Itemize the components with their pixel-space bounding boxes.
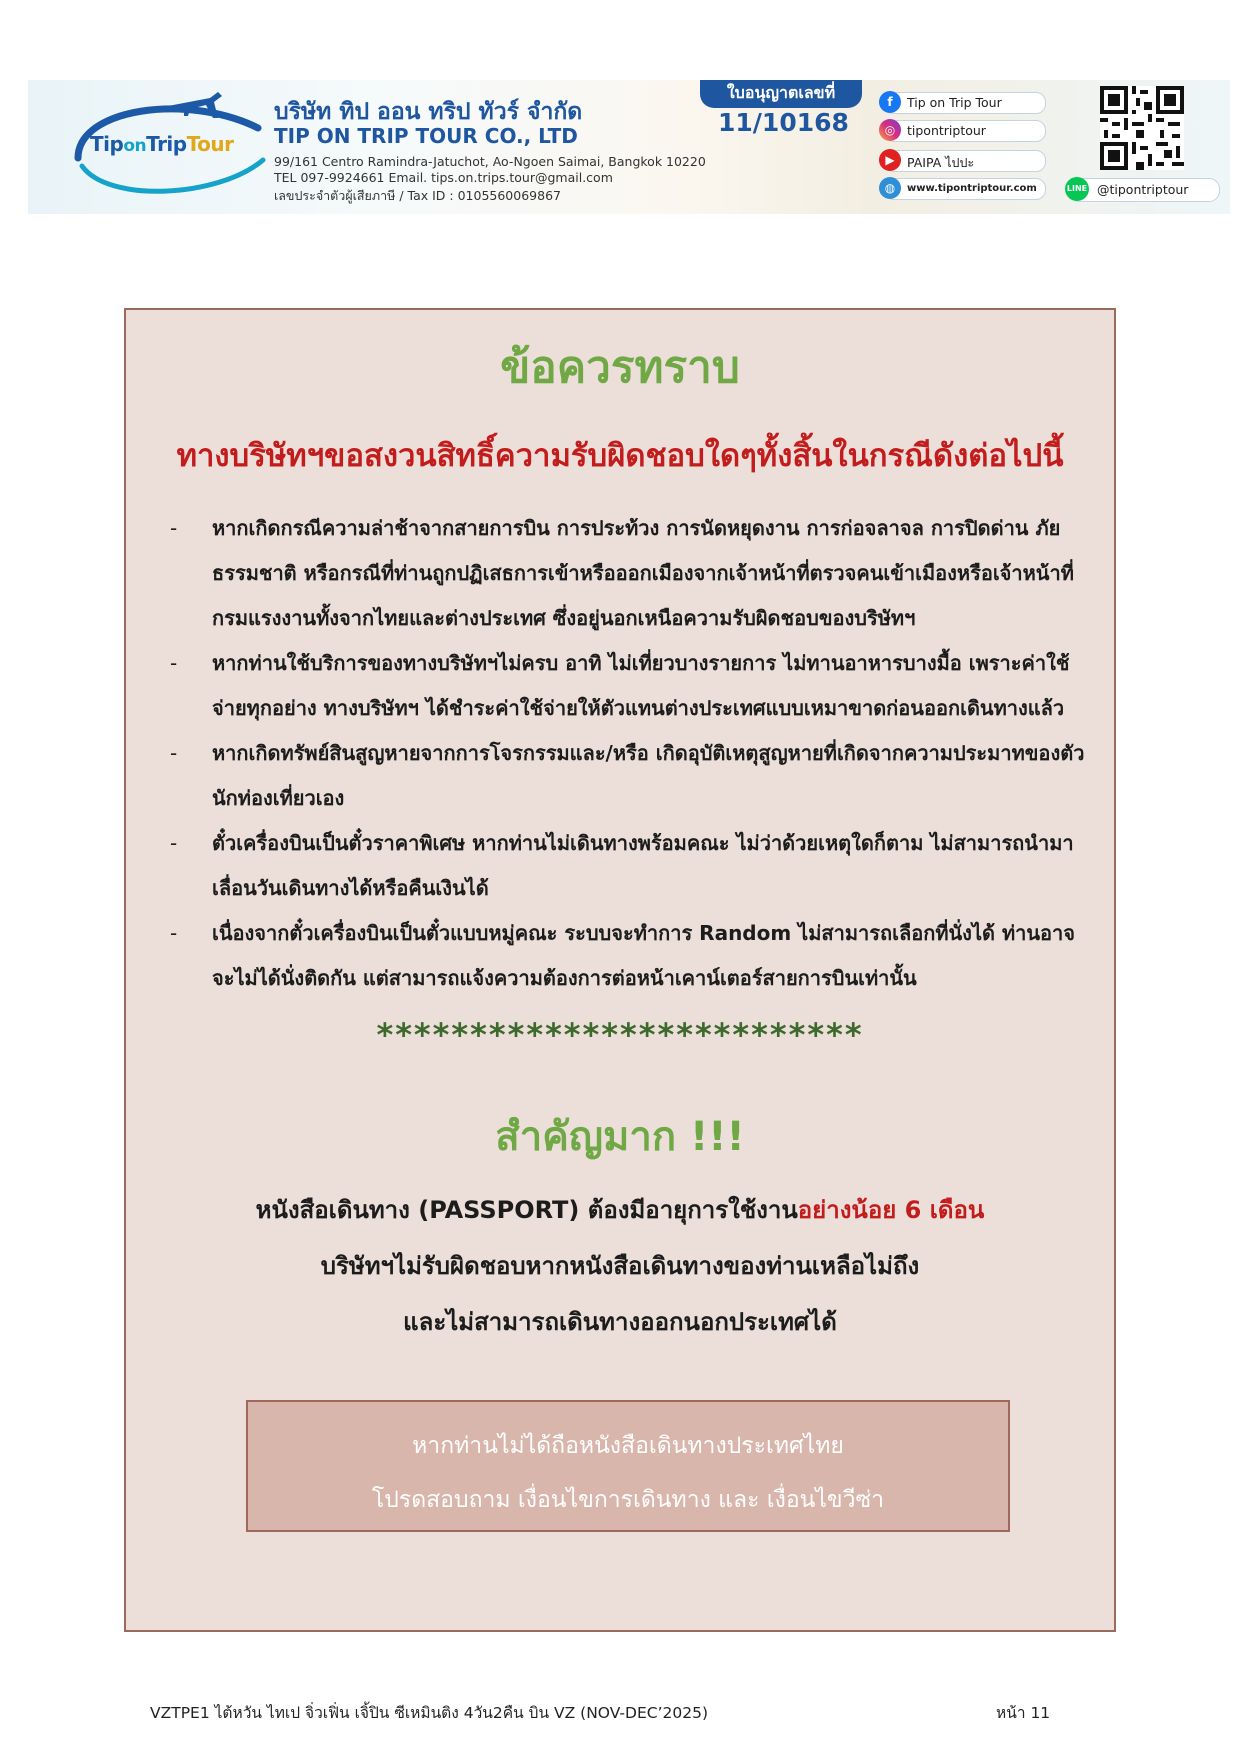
passport-highlight: อย่างน้อย 6 เดือน	[797, 1196, 985, 1224]
footer-page-number: หน้า 11	[996, 1704, 1051, 1722]
license-number: 11/10168	[718, 108, 849, 137]
social-line-text: @tipontriptour	[1097, 182, 1189, 197]
notice-subtitle: ทางบริษัทฯขอสงวนสิทธิ์ความรับผิดชอบใดๆทั้งสิ้นในกรณีดังต่อไปนี้	[176, 438, 1064, 474]
company-contact: TEL 097-9924661 Email. tips.on.trips.tour@gmail.com	[274, 170, 613, 185]
line-icon: LINE	[1065, 177, 1089, 201]
company-name-english: TIP ON TRIP TOUR CO., LTD	[274, 124, 578, 148]
social-facebook[interactable]	[884, 92, 1046, 114]
important-title: สำคัญมาก !!!	[495, 1114, 745, 1160]
notice-title: ข้อควรทราบ	[500, 342, 740, 393]
inner-box-line-1: หากท่านไม่ได้ถือหนังสือเดินทางประเทศไทย	[412, 1433, 844, 1459]
social-instagram[interactable]	[884, 120, 1046, 142]
company-tax-id: เลขประจำตัวผู้เสียภาษี / Tax ID : 0105560069867	[274, 188, 561, 203]
license-label: ใบอนุญาตเลขที่	[700, 80, 862, 108]
social-youtube[interactable]	[884, 150, 1046, 172]
separator-stars: **************************	[376, 1016, 864, 1054]
social-website[interactable]	[884, 178, 1046, 200]
list-item: - ตั๋วเครื่องบินเป็นตั๋วราคาพิเศษ หากท่านไม่เดินทางพร้อมคณะ ไม่ว่าด้วยเหตุใดก็ตาม ไม่สามารถนำมาเลื่อนวันเดินทางได้หรือคืนเงินได้	[170, 831, 1074, 900]
web-icon: ◍	[879, 177, 901, 199]
logo-wordmark: TiponTripTour	[90, 132, 234, 156]
company-address: 99/161 Centro Ramindra-Jatuchot, Ao-Ngoen Saimai, Bangkok 10220	[274, 154, 706, 169]
footer-document-title: VZTPE1 ไต้หวัน ไทเป จิ่วเฟิ่น เจิ้ปิน ซีเหมินติง 4วัน2คืน บิน VZ (NOV-DEC’2025)	[150, 1704, 708, 1722]
passport-line-2: บริษัทฯไม่รับผิดชอบหากหนังสือเดินทางของท่านเหลือไม่ถึง	[320, 1252, 920, 1280]
notice-box	[124, 308, 1116, 1632]
header-banner	[28, 80, 1230, 214]
passport-line-3: และไม่สามารถเดินทางออกนอกประเทศได้	[403, 1308, 837, 1336]
youtube-icon: ▶	[879, 149, 901, 171]
instagram-icon: ◎	[879, 119, 901, 141]
social-line[interactable]	[1068, 178, 1220, 202]
passport-line-1: หนังสือเดินทาง (PASSPORT) ต้องมีอายุการใช้งานอย่างน้อย 6 เดือน	[255, 1196, 985, 1224]
social-youtube-text: PAIPA ไปปะ	[907, 155, 975, 170]
list-item: - หากท่านใช้บริการของทางบริษัทฯไม่ครบ อาทิ ไม่เที่ยวบางรายการ ไม่ทานอาหารบางมื้อ เพราะค่าใช้จ่ายทุกอย่าง ทางบริษัทฯ ได้ชำระค่าใช้จ่ายให้ตัวแทนต่างประเทศแบบเหมาขาดก่อนออกเดินทางแล้ว	[170, 651, 1070, 720]
company-logo	[68, 88, 273, 206]
list-item: - หากเกิดกรณีความล่าช้าจากสายการบิน การประท้วง การนัดหยุดงาน การก่อจลาจล การปิดด่าน ภัยธรรมชาติ หรือกรณีที่ท่านถูกปฏิเสธการเข้าหรือออกเมืองจากเจ้าหน้าที่ตรวจคนเข้าเมืองหรือเจ้าหน้าที่กรมแรงงานทั้งจากไทยและต่างประเทศ ซึ่งอยู่นอกเหนือความรับผิดชอบของบริษัทฯ	[170, 516, 1074, 630]
social-instagram-text: tipontriptour	[907, 123, 986, 138]
list-item: - หากเกิดทรัพย์สินสูญหายจากการโจรกรรมและ/หรือ เกิดอุบัติเหตุสูญหายที่เกิดจากความประมาทของตัวนักท่องเที่ยวเอง	[170, 741, 1085, 810]
disclaimer-list	[170, 506, 1090, 1001]
social-website-text: www.tipontriptour.com	[907, 183, 1037, 194]
non-thai-passport-box	[246, 1400, 1010, 1532]
facebook-icon: f	[879, 91, 901, 113]
company-name-thai: บริษัท ทิป ออน ทริป ทัวร์ จำกัด	[274, 99, 583, 125]
list-item: - เนื่องจากตั๋วเครื่องบินเป็นตั๋วแบบหมู่คณะ ระบบจะทำการ Random ไม่สามารถเลือกที่นั่งได้ ท่านอาจจะไม่ได้นั่งติดกัน แต่สามารถแจ้งความต้องการต่อหน้าเคาน์เตอร์สายการบินเท่านั้น	[170, 921, 1075, 990]
qr-code-icon	[1100, 86, 1184, 170]
inner-box-line-2: โปรดสอบถาม เงื่อนไขการเดินทาง และ เงื่อนไขวีซ่า	[371, 1487, 885, 1513]
social-facebook-text: Tip on Trip Tour	[907, 95, 1002, 110]
